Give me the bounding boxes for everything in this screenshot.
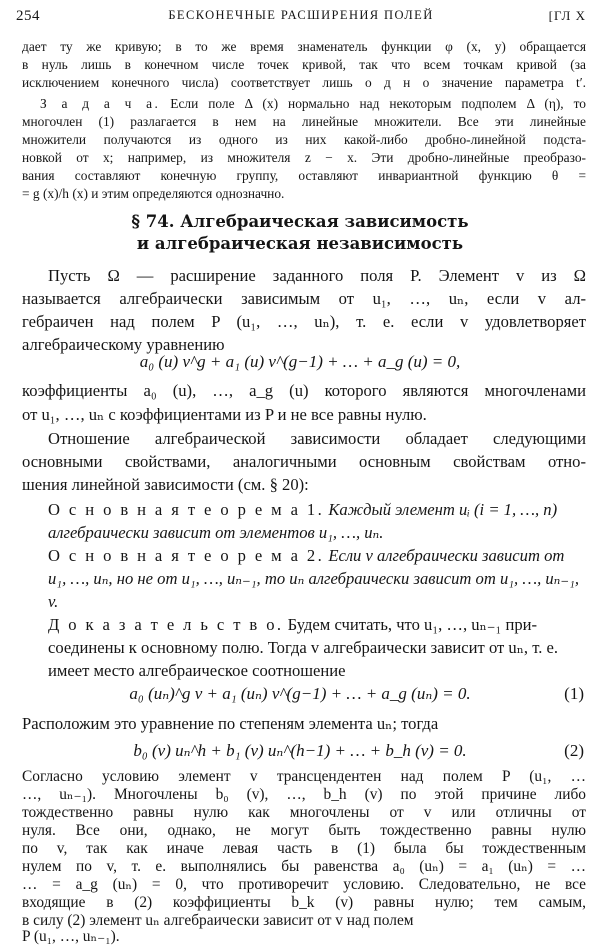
paragraph-1-line-1: Пусть Ω — расширение заданного поля P. Элемент v из Ω [48, 266, 586, 285]
theorem-1-text: Каждый элемент uᵢ (i = 1, …, n) алгебраически зависит от элементов u₁, …, uₙ. [48, 500, 558, 542]
paragraph-1-line-2: называется алгебраически зависимым от u₁, …, uₙ, если v ал- [22, 289, 586, 308]
paragraph-4: Расположим это уравнение по степеням элемента uₙ; тогда [22, 714, 439, 733]
page-number: 254 [16, 8, 40, 24]
paragraph-5-line-3: тождественно равны нулю как многочлены от v или отличны от [22, 804, 586, 821]
paragraph-5-line-4: нуля. Все они, однако, не могут быть тождественно равны нулю [22, 822, 586, 839]
equation-2: b₀ (v) uₙ^h + b₁ (v) uₙ^(h−1) + … + b_h (v) = 0. [133, 741, 467, 760]
paragraph-5-line-8: входящие в (2) коэффициенты b_k (v) равны нулю; тем самым, [22, 894, 586, 911]
chapter-label: [ГЛ X [548, 8, 586, 23]
paragraph-5-line-1: Согласно условию элемент v трансцендентен над полем P (u₁, … [22, 768, 586, 785]
theorem-2-text: Если v алгебраически зависит от u₁, …, uₙ, но не от u₁, …, uₙ₋₁, то uₙ алгебраически зависит от u₁, …, uₙ₋₁, v. [48, 546, 580, 611]
paragraph-5-line-5: по v, так как иначе левая часть в (1) была бы тождественным [22, 840, 586, 857]
task-label: З а д а ч а. [40, 96, 161, 111]
equation-1: a₀ (uₙ)^g v + a₁ (uₙ) v^(g−1) + … + a_g (uₙ) = 0. [129, 684, 471, 703]
paragraph-5-line-6: нулем по v, т. е. выполнялись бы равенства a₀ (uₙ) = a₁ (uₙ) = … [22, 858, 586, 875]
equation-2-number: (2) [564, 741, 584, 760]
proof-label: Д о к а з а т е л ь с т в о. [48, 615, 284, 634]
task-line-6: = g (x)/h (x) и этим определяются однозначно. [22, 186, 285, 201]
continuation-line-3: исключением конечного числа) соответствует лишь о д н о значение параметра t′. [22, 75, 586, 90]
equation-1-number: (1) [564, 684, 584, 703]
paragraph-1-line-3: гебраичен над полем P (u₁, …, uₙ), т. е. если v удовлетворяет [22, 312, 586, 331]
paragraph-5-line-7: … = a_g (uₙ) = 0, что противоречит условию. Следовательно, не все [22, 876, 586, 893]
paragraph-2-line-2: от u₁, …, uₙ с коэффициентами из P и не все равны нулю. [22, 405, 427, 424]
proof-text: Будем считать, что u₁, …, uₙ₋₁ при- соединены к основному полю. Тогда v алгебраически зависит от uₙ, т. е. имеет место алгебраическое соотношение [48, 615, 559, 680]
task-line-3: множители получаются из одного из них какой-либо дробно-линейной подста- [22, 132, 586, 147]
theorem-1-label: О с н о в н а я т е о р е м а 1. [48, 500, 325, 519]
task-line-1 [40, 96, 586, 112]
running-title: БЕСКОНЕЧНЫЕ РАСШИРЕНИЯ ПОЛЕЙ [168, 8, 434, 22]
continuation-line-1: дает ту же кривую; в то же время знаменатель функции φ (x, y) обращается [22, 39, 586, 54]
theorem-2 [48, 544, 586, 613]
task-line-4: новкой от x; например, из множителя z − x. Эти дробно-линейные преобразо- [22, 150, 586, 165]
page-header [16, 6, 586, 28]
paragraph-1-line-4: алгебраическому уравнению [22, 335, 225, 354]
paragraph-5-line-9: в силу (2) элемент uₙ алгебраически зависит от v над полем [22, 912, 414, 929]
paragraph-3-line-1: Отношение алгебраической зависимости обладает следующими [48, 429, 586, 448]
task-line-2: многочлен (1) разлагается в нем на линейные множители. Все эти линейные [22, 114, 586, 129]
paragraph-2-line-1: коэффициенты a₀ (u), …, a_g (u) которого являются многочленами [22, 381, 586, 400]
task-line-5: вания составляют конечную группу, оставляют инвариантной функцию θ = [22, 168, 586, 183]
theorem-1 [48, 498, 586, 544]
continuation-line-2: в нуль лишь в конечном числе точек кривой, так что всем точкам кривой (за [22, 57, 586, 72]
theorem-2-label: О с н о в н а я т е о р е м а 2. [48, 546, 325, 565]
equation-main: a₀ (u) v^g + a₁ (u) v^(g−1) + … + a_g (u) = 0, [139, 352, 461, 371]
section-heading-line-2: и алгебраическая независимость [136, 234, 464, 253]
proof [48, 613, 586, 682]
task-text-1: Если поле Δ (x) нормально над некоторым подполем Δ (η), то [170, 96, 586, 111]
paragraph-3-line-2: основными свойствами, аналогичными основным свойствам отно- [22, 452, 586, 471]
paragraph-5-line-2: …, uₙ₋₁). Многочлены b₀ (v), …, b_h (v) по этой причине либо [22, 786, 586, 803]
paragraph-5-line-10: P (u₁, …, uₙ₋₁). [22, 928, 120, 945]
paragraph-3-line-3: шения линейной зависимости (см. § 20): [22, 475, 309, 494]
section-heading-line-1: § 74. Алгебраическая зависимость [131, 212, 469, 231]
